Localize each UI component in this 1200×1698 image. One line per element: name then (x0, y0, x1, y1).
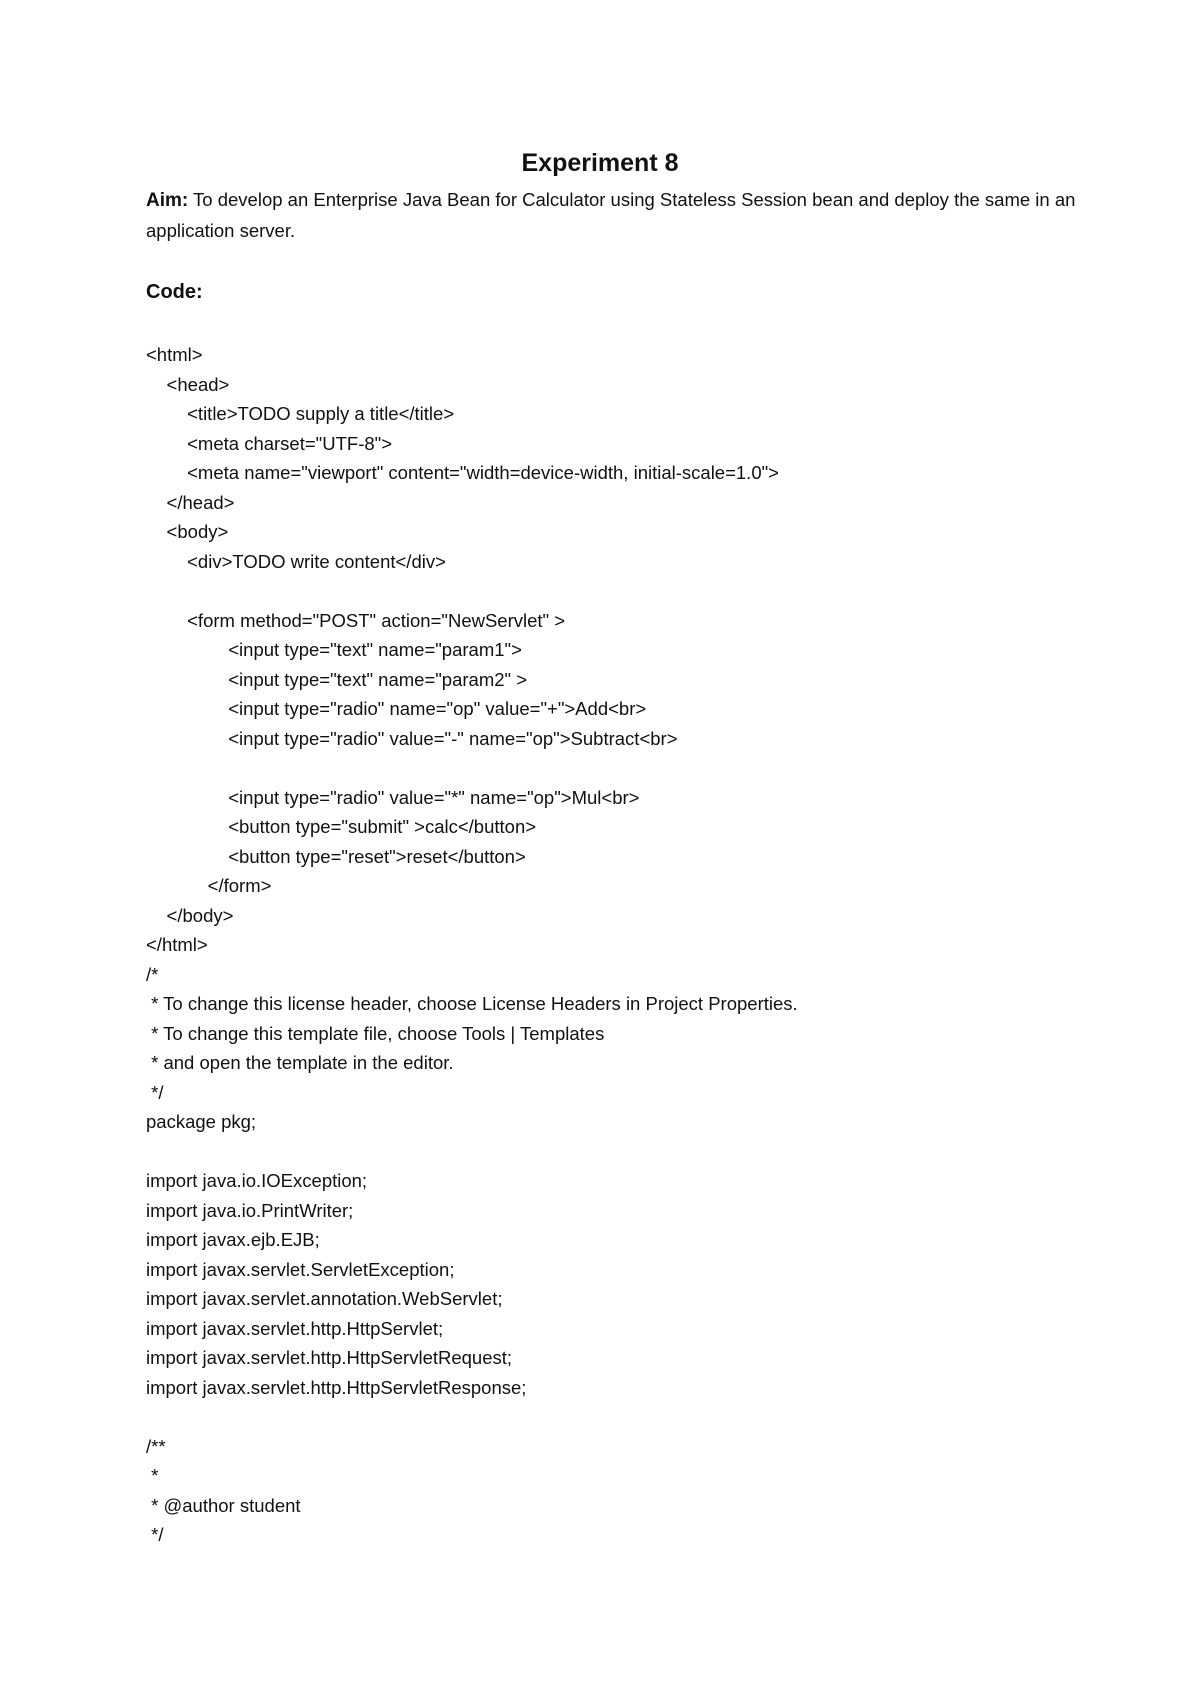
code-line: </head> (146, 491, 235, 513)
code-line: <input type="text" name="param2" > (146, 668, 528, 690)
code-line: /** (146, 1435, 166, 1457)
code-line: <title>TODO supply a title</title> (146, 403, 455, 424)
code-line: import javax.servlet.ServletException; (146, 1258, 455, 1280)
aim-paragraph (146, 185, 1076, 246)
code-line: <input type="radio" value="*" name="op">Mul<br> (146, 786, 640, 808)
code-line: import javax.servlet.http.HttpServletResponse; (146, 1376, 527, 1398)
code-line: * and open the template in the editor. (146, 1052, 454, 1073)
aim-label: Aim: (146, 190, 189, 211)
code-line: */ (146, 1081, 164, 1103)
code-line (146, 1402, 1106, 1432)
code-line (146, 576, 1106, 606)
code-line: </body> (146, 904, 234, 926)
code-line: import javax.servlet.http.HttpServlet; (146, 1317, 444, 1339)
code-line: * (146, 1465, 159, 1486)
code-heading: Code: (146, 281, 203, 303)
code-line (146, 1137, 1106, 1167)
code-line: /* (146, 963, 159, 985)
aim-text: To develop an Enterprise Java Bean for Calculator using Stateless Session bean and deploy the same in an application server. (146, 189, 1076, 241)
code-line: <meta name="viewport" content="width=device-width, initial-scale=1.0"> (146, 462, 779, 483)
code-line: </html> (146, 934, 208, 955)
code-line: import java.io.PrintWriter; (146, 1199, 354, 1221)
code-line: * To change this template file, choose Tools | Templates (146, 1022, 605, 1044)
code-line: <div>TODO write content</div> (146, 550, 446, 572)
document-title: Experiment 8 (521, 149, 679, 177)
code-line: import java.io.IOException; (146, 1170, 368, 1191)
code-block (146, 340, 1106, 1550)
code-line: <form method="POST" action="NewServlet" > (146, 609, 566, 631)
code-line: import javax.servlet.http.HttpServletRequest; (146, 1347, 513, 1368)
code-line: <button type="submit" >calc</button> (146, 816, 537, 837)
code-line: <head> (146, 373, 230, 395)
code-line: <body> (146, 521, 229, 542)
code-line: <button type="reset">reset</button> (146, 845, 526, 867)
code-line: * @author student (146, 1494, 301, 1516)
code-line (146, 753, 1106, 783)
code-line: <input type="radio" value="-" name="op">Subtract<br> (146, 727, 678, 749)
code-line: package pkg; (146, 1111, 257, 1132)
code-line: * To change this license header, choose License Headers in Project Properties. (146, 993, 798, 1014)
code-line: </form> (146, 875, 272, 896)
code-line: import javax.servlet.annotation.WebServlet; (146, 1288, 503, 1309)
code-line: <html> (146, 344, 203, 365)
code-line: import javax.ejb.EJB; (146, 1229, 320, 1250)
code-line: <input type="text" name="param1"> (146, 639, 522, 660)
code-line: */ (146, 1524, 164, 1545)
code-line: <input type="radio" name="op" value="+">Add<br> (146, 698, 647, 719)
code-line: <meta charset="UTF-8"> (146, 432, 393, 454)
